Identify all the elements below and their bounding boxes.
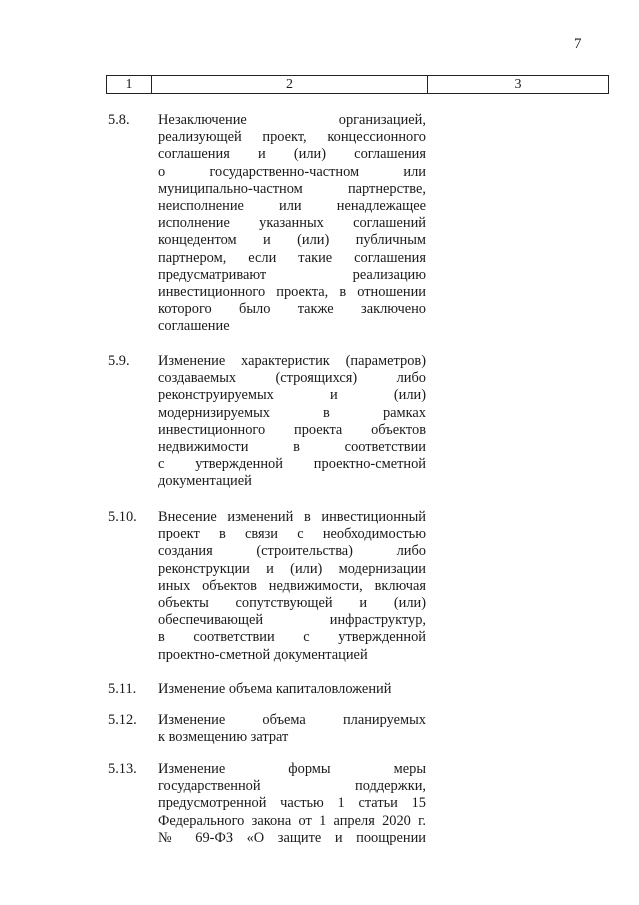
entry-line: предусматривают реализацию xyxy=(158,266,426,283)
entry-line: создаваемых (строящихся) либо xyxy=(158,370,426,387)
entry-line: модернизируемых в рамках xyxy=(158,404,426,421)
entry-line: муниципально-частном партнерстве, xyxy=(158,180,426,197)
entry-line: обеспечивающей инфраструктур, xyxy=(158,612,426,629)
entry-text xyxy=(158,712,426,746)
entry-5-10 xyxy=(108,509,428,664)
page-number: 7 xyxy=(574,36,582,52)
entry-line: с утвержденной проектно-сметной xyxy=(158,456,426,473)
entry-number: 5.10. xyxy=(108,509,137,525)
entry-line: исполнение указанных соглашений xyxy=(158,215,426,232)
entry-line: неисполнение или ненадлежащее xyxy=(158,197,426,214)
entry-line: концедентом и (или) публичным xyxy=(158,232,426,249)
entry-line: Изменение характеристик (параметров) xyxy=(158,353,426,369)
entry-number: 5.9. xyxy=(108,353,130,369)
table-header-row xyxy=(106,75,609,94)
entry-number: 5.8. xyxy=(108,112,130,128)
table-header-col-3: 3 xyxy=(428,76,609,93)
entry-line: Изменение формы меры xyxy=(158,761,426,777)
entry-line: которого было также заключено xyxy=(158,301,426,318)
entry-line: инвестиционного проекта, в отношении xyxy=(158,283,426,300)
entry-5-9 xyxy=(108,353,428,491)
entry-line: в соответствии с утвержденной xyxy=(158,629,426,646)
entry-line: создания (строительства) либо xyxy=(158,543,426,560)
entry-line: о государственно-частном или xyxy=(158,163,426,180)
entry-line: реконструкции и (или) модернизации xyxy=(158,560,426,577)
entry-line: реализующей проект, концессионного xyxy=(158,129,426,146)
entry-line: Внесение изменений в инвестиционный xyxy=(158,509,426,525)
entry-line: проект в связи с необходимостью xyxy=(158,526,426,543)
entry-line: Федерального закона от 1 апреля 2020 г. xyxy=(158,812,426,829)
entry-line: Незаключение организацией, xyxy=(158,112,426,128)
entry-line: государственной поддержки, xyxy=(158,778,426,795)
entry-5-12 xyxy=(108,712,428,746)
entry-line: Изменение объема планируемых xyxy=(158,712,426,728)
entry-line: партнером, если такие соглашения xyxy=(158,249,426,266)
entry-line: недвижимости в соответствии xyxy=(158,438,426,455)
entry-line: инвестиционного проекта объектов xyxy=(158,421,426,438)
entry-line: иных объектов недвижимости, включая xyxy=(158,577,426,594)
entry-5-8 xyxy=(108,112,428,335)
entry-line: № 69-ФЗ «О защите и поощрении xyxy=(158,829,426,846)
entry-line: Изменение объема капиталовложений xyxy=(158,681,392,697)
entry-number: 5.11. xyxy=(108,681,137,697)
entry-text xyxy=(158,761,426,847)
table-header-col-1: 1 xyxy=(106,76,152,93)
entry-line: соглашения и (или) соглашения xyxy=(158,146,426,163)
entry-5-13 xyxy=(108,761,428,847)
entry-text xyxy=(158,509,426,664)
entry-5-11 xyxy=(108,681,428,698)
entry-text xyxy=(158,353,426,491)
entry-text xyxy=(158,681,426,698)
entry-line: проектно-сметной документацией xyxy=(158,646,368,663)
entry-number: 5.12. xyxy=(108,712,137,728)
entry-line: предусмотренной частью 1 статьи 15 xyxy=(158,795,426,812)
table-header-col-2: 2 xyxy=(152,76,428,93)
entry-line: документацией xyxy=(158,473,252,490)
entry-line: соглашение xyxy=(158,318,230,335)
entry-line: реконструируемых и (или) xyxy=(158,387,426,404)
entry-number: 5.13. xyxy=(108,761,137,777)
entry-text xyxy=(158,112,426,335)
entry-line: объекты сопутствующей и (или) xyxy=(158,594,426,611)
entry-line: к возмещению затрат xyxy=(158,729,289,746)
